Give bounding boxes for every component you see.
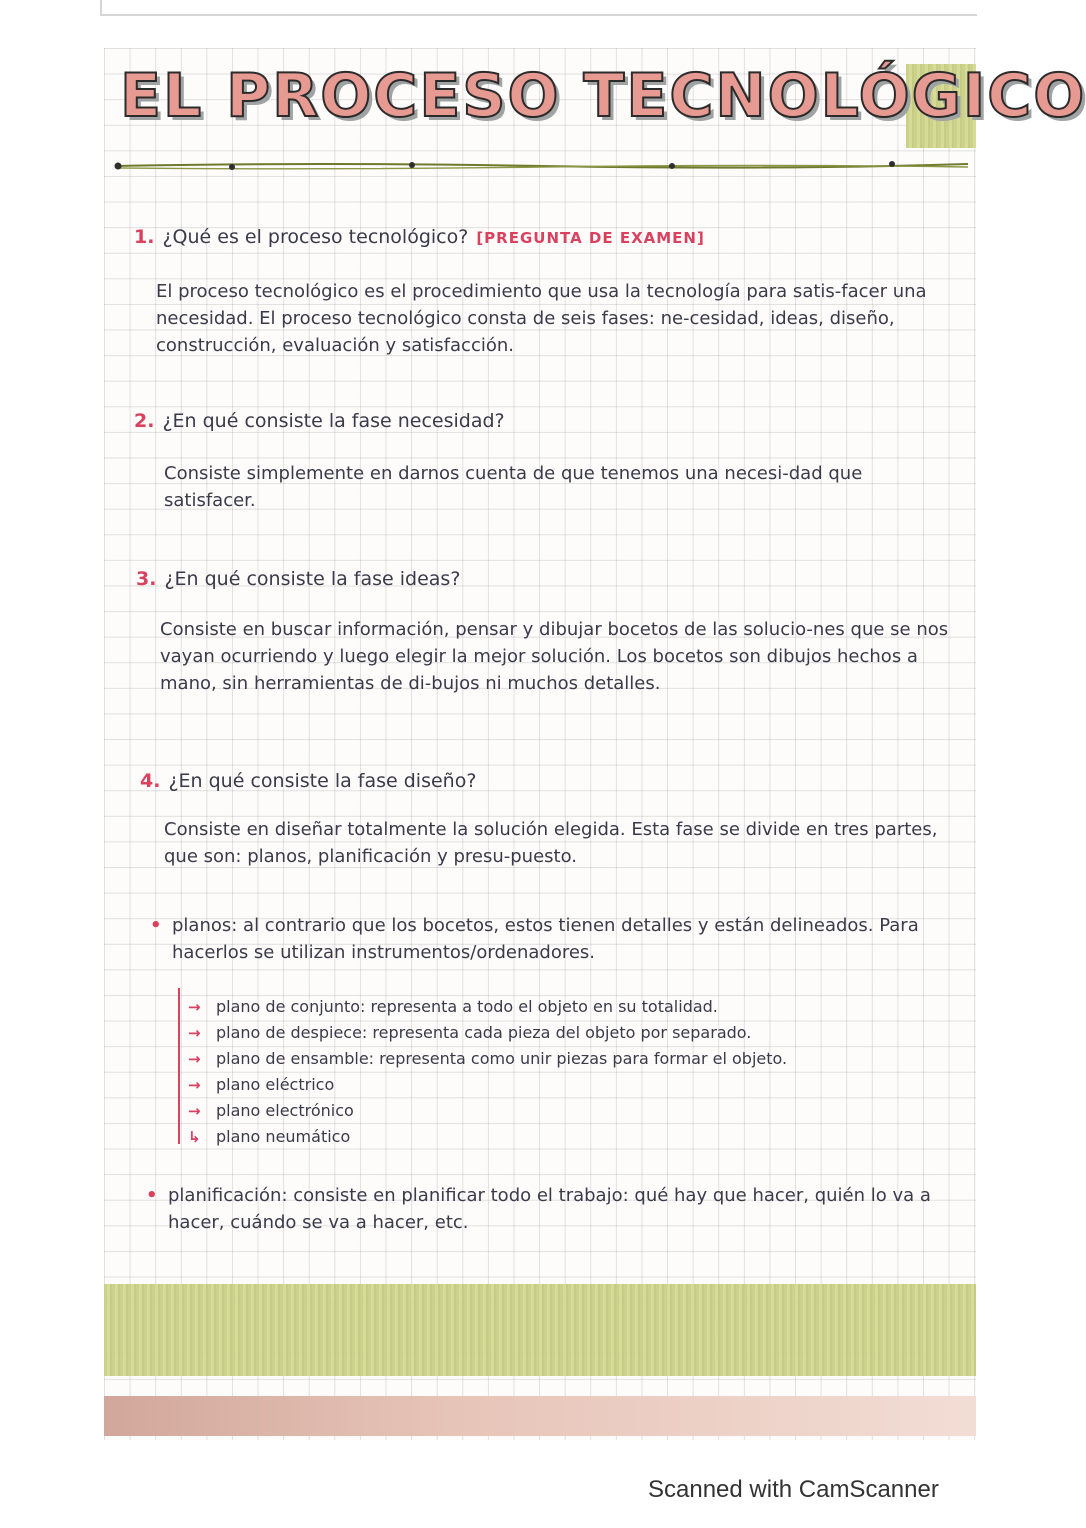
question-text: ¿Qué es el proceso tecnológico? xyxy=(162,226,469,248)
answer-3: Consiste en buscar información, pensar y dibujar bocetos de las solucio-nes que se nos vayan ocurriendo y luego elegir la mejor solución. Los bocetos son dibujos hechos a mano, sin herramientas de di-bujos ni muchos detalles. xyxy=(160,619,949,694)
plan-types-list xyxy=(176,994,787,1150)
question-text: ¿En qué consiste la fase diseño? xyxy=(168,770,477,792)
title-underline xyxy=(112,156,972,176)
arrow-icon: → xyxy=(188,998,201,1016)
question-4 xyxy=(140,770,476,792)
underline-dot xyxy=(669,163,675,169)
question-number: 4. xyxy=(140,770,161,792)
scanner-watermark: Scanned with CamScanner xyxy=(648,1476,939,1503)
question-3 xyxy=(136,568,460,590)
arrow-icon: → xyxy=(188,1076,201,1094)
arrow-icon: → xyxy=(188,1050,201,1068)
pink-tape-bottom xyxy=(104,1396,976,1436)
question-number: 3. xyxy=(136,568,157,590)
list-item: → plano eléctrico xyxy=(176,1072,787,1098)
underline-dot xyxy=(229,164,235,170)
question-number: 1. xyxy=(134,226,155,248)
bullet-planos xyxy=(150,912,952,966)
question-2 xyxy=(134,410,505,432)
page-title: EL PROCESO TECNOLÓGICO xyxy=(120,61,1086,131)
answer-2: Consiste simplemente en darnos cuenta de que tenemos una necesi-dad que satisfacer. xyxy=(164,463,863,511)
list-item: → plano de conjunto: representa a todo el objeto en su totalidad. xyxy=(176,994,787,1020)
bullet-planificacion xyxy=(146,1182,948,1236)
washi-tape-bottom xyxy=(104,1284,976,1376)
exam-tag: [PREGUNTA DE EXAMEN] xyxy=(476,229,705,247)
notebook-page xyxy=(104,48,1086,1440)
scan-top-edge xyxy=(100,0,977,16)
underline-dot xyxy=(889,161,895,167)
bullet-text: planificación: consiste en planificar todo el trabajo: qué hay que hacer, quién lo va a hacer, cuándo se va a hacer, etc. xyxy=(168,1185,931,1233)
answer-1: El proceso tecnológico es el procedimiento que usa la tecnología para satis-facer una necesidad. El proceso tecnológico consta de seis fases: ne-cesidad, ideas, diseño, construcción, evaluación y satisfacción. xyxy=(156,281,927,356)
bullet-text: planos: al contrario que los bocetos, estos tienen detalles y están delineados. Para hacerlos se utilizan instrumentos/ordenadores. xyxy=(172,915,919,963)
bullet-dot: • xyxy=(146,1185,158,1206)
answer-4: Consiste en diseñar totalmente la solución elegida. Esta fase se divide en tres partes, que son: planos, planificación y presu-puesto. xyxy=(164,819,938,867)
list-item: → plano de despiece: representa cada pieza del objeto por separado. xyxy=(176,1020,787,1046)
arrow-icon: ↳ xyxy=(188,1128,201,1146)
arrow-icon: → xyxy=(188,1024,201,1042)
underline-dot xyxy=(409,162,415,168)
list-item: → plano de ensamble: representa como unir piezas para formar el objeto. xyxy=(176,1046,787,1072)
question-number: 2. xyxy=(134,410,155,432)
underline-dot xyxy=(115,163,122,170)
question-1 xyxy=(134,226,705,248)
bullet-dot: • xyxy=(150,915,162,936)
list-item: → plano electrónico xyxy=(176,1098,787,1124)
question-text: ¿En qué consiste la fase ideas? xyxy=(164,568,461,590)
list-item: ↳ plano neumático xyxy=(176,1124,787,1150)
arrow-icon: → xyxy=(188,1102,201,1120)
question-text: ¿En qué consiste la fase necesidad? xyxy=(162,410,505,432)
